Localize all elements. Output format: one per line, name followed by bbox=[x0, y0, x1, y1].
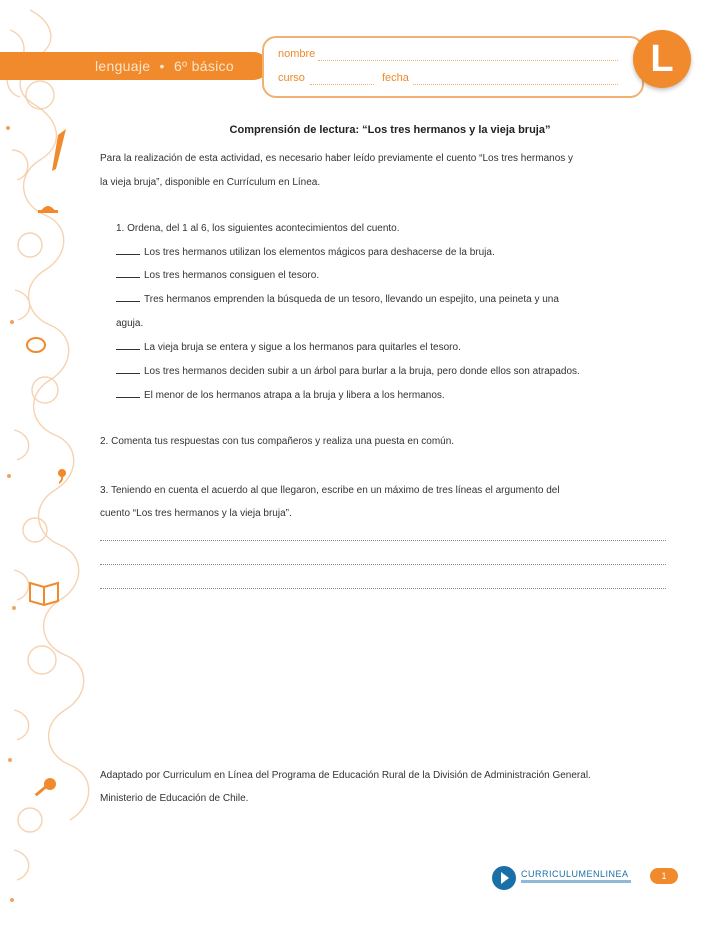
name-label: nombre bbox=[278, 48, 316, 60]
answer-blank[interactable] bbox=[116, 397, 140, 398]
event-text-continued: aguja. bbox=[116, 318, 144, 329]
student-info-box bbox=[262, 36, 644, 98]
event-item bbox=[116, 293, 559, 307]
question-2: 2. Comenta tus respuestas con tus compañeros y realiza una puesta en común. bbox=[100, 436, 455, 447]
subject-letter-badge: L bbox=[633, 30, 691, 88]
answer-line[interactable] bbox=[100, 588, 666, 589]
date-label: fecha bbox=[382, 72, 409, 84]
microphone-icon bbox=[35, 778, 56, 796]
event-item bbox=[116, 269, 319, 283]
event-item bbox=[116, 341, 461, 355]
answer-blank[interactable] bbox=[116, 349, 140, 350]
credit-line-2: Ministerio de Educación de Chile. bbox=[100, 793, 249, 804]
page-number: 1 bbox=[650, 868, 678, 884]
event-text: Los tres hermanos consiguen el tesoro. bbox=[144, 270, 320, 281]
event-text: Los tres hermanos utilizan los elementos mágicos para deshacerse de la bruja. bbox=[144, 247, 495, 258]
date-field[interactable] bbox=[413, 84, 618, 85]
speech-bubble-icon bbox=[27, 338, 45, 352]
curriculum-logo-text: CURRICULUMENLINEA bbox=[521, 869, 629, 879]
answer-blank[interactable] bbox=[116, 254, 140, 255]
question-3-line-1: 3. Teniendo en cuenta el acuerdo al que llegaron, escribe en un máximo de tres líneas el argumento del bbox=[100, 485, 560, 496]
answer-line[interactable] bbox=[100, 540, 666, 541]
answer-blank[interactable] bbox=[116, 277, 140, 278]
separator-dot: • bbox=[159, 58, 165, 74]
book-icon bbox=[30, 583, 58, 605]
answer-blank[interactable] bbox=[116, 301, 140, 302]
event-item bbox=[116, 365, 580, 379]
curriculum-logo-icon bbox=[492, 866, 516, 890]
answer-line[interactable] bbox=[100, 564, 666, 565]
decorative-margin bbox=[0, 0, 90, 933]
question-1: 1. Ordena, del 1 al 6, los siguientes acontecimientos del cuento. bbox=[116, 223, 400, 234]
subject-label: lenguaje bbox=[95, 58, 151, 74]
grade-label: 6º básico bbox=[173, 58, 234, 74]
event-text: Tres hermanos emprenden la búsqueda de un tesoro, llevando un espejito, una peineta y una bbox=[144, 294, 559, 305]
logo-underline bbox=[521, 880, 631, 883]
event-text: Los tres hermanos deciden subir a un árbol para burlar a la bruja, pero donde ellos son atrapados. bbox=[144, 366, 580, 377]
name-field[interactable] bbox=[318, 60, 618, 61]
subject-header bbox=[95, 58, 234, 74]
event-text: El menor de los hermanos atrapa a la bruja y libera a los hermanos. bbox=[144, 390, 445, 401]
event-item bbox=[116, 389, 445, 403]
intro-text-line-1: Para la realización de esta actividad, es necesario haber leído previamente el cuento “Los tres hermanos y bbox=[100, 153, 574, 164]
hat-icon bbox=[38, 206, 58, 213]
event-text: La vieja bruja se entera y sigue a los hermanos para quitarles el tesoro. bbox=[144, 342, 461, 353]
event-item bbox=[116, 246, 495, 260]
question-3-line-2: cuento “Los tres hermanos y la vieja bruja”. bbox=[100, 508, 292, 519]
worksheet-title: Comprensión de lectura: “Los tres hermanos y la vieja bruja” bbox=[229, 124, 551, 136]
course-field[interactable] bbox=[310, 84, 374, 85]
intro-text-line-2: la vieja bruja”, disponible en Currículum en Línea. bbox=[100, 177, 321, 188]
quill-icon bbox=[52, 129, 66, 171]
course-label: curso bbox=[278, 72, 305, 84]
credit-line-1: Adaptado por Curriculum en Línea del Programa de Educación Rural de la División de Administración General. bbox=[100, 770, 591, 781]
answer-blank[interactable] bbox=[116, 373, 140, 374]
